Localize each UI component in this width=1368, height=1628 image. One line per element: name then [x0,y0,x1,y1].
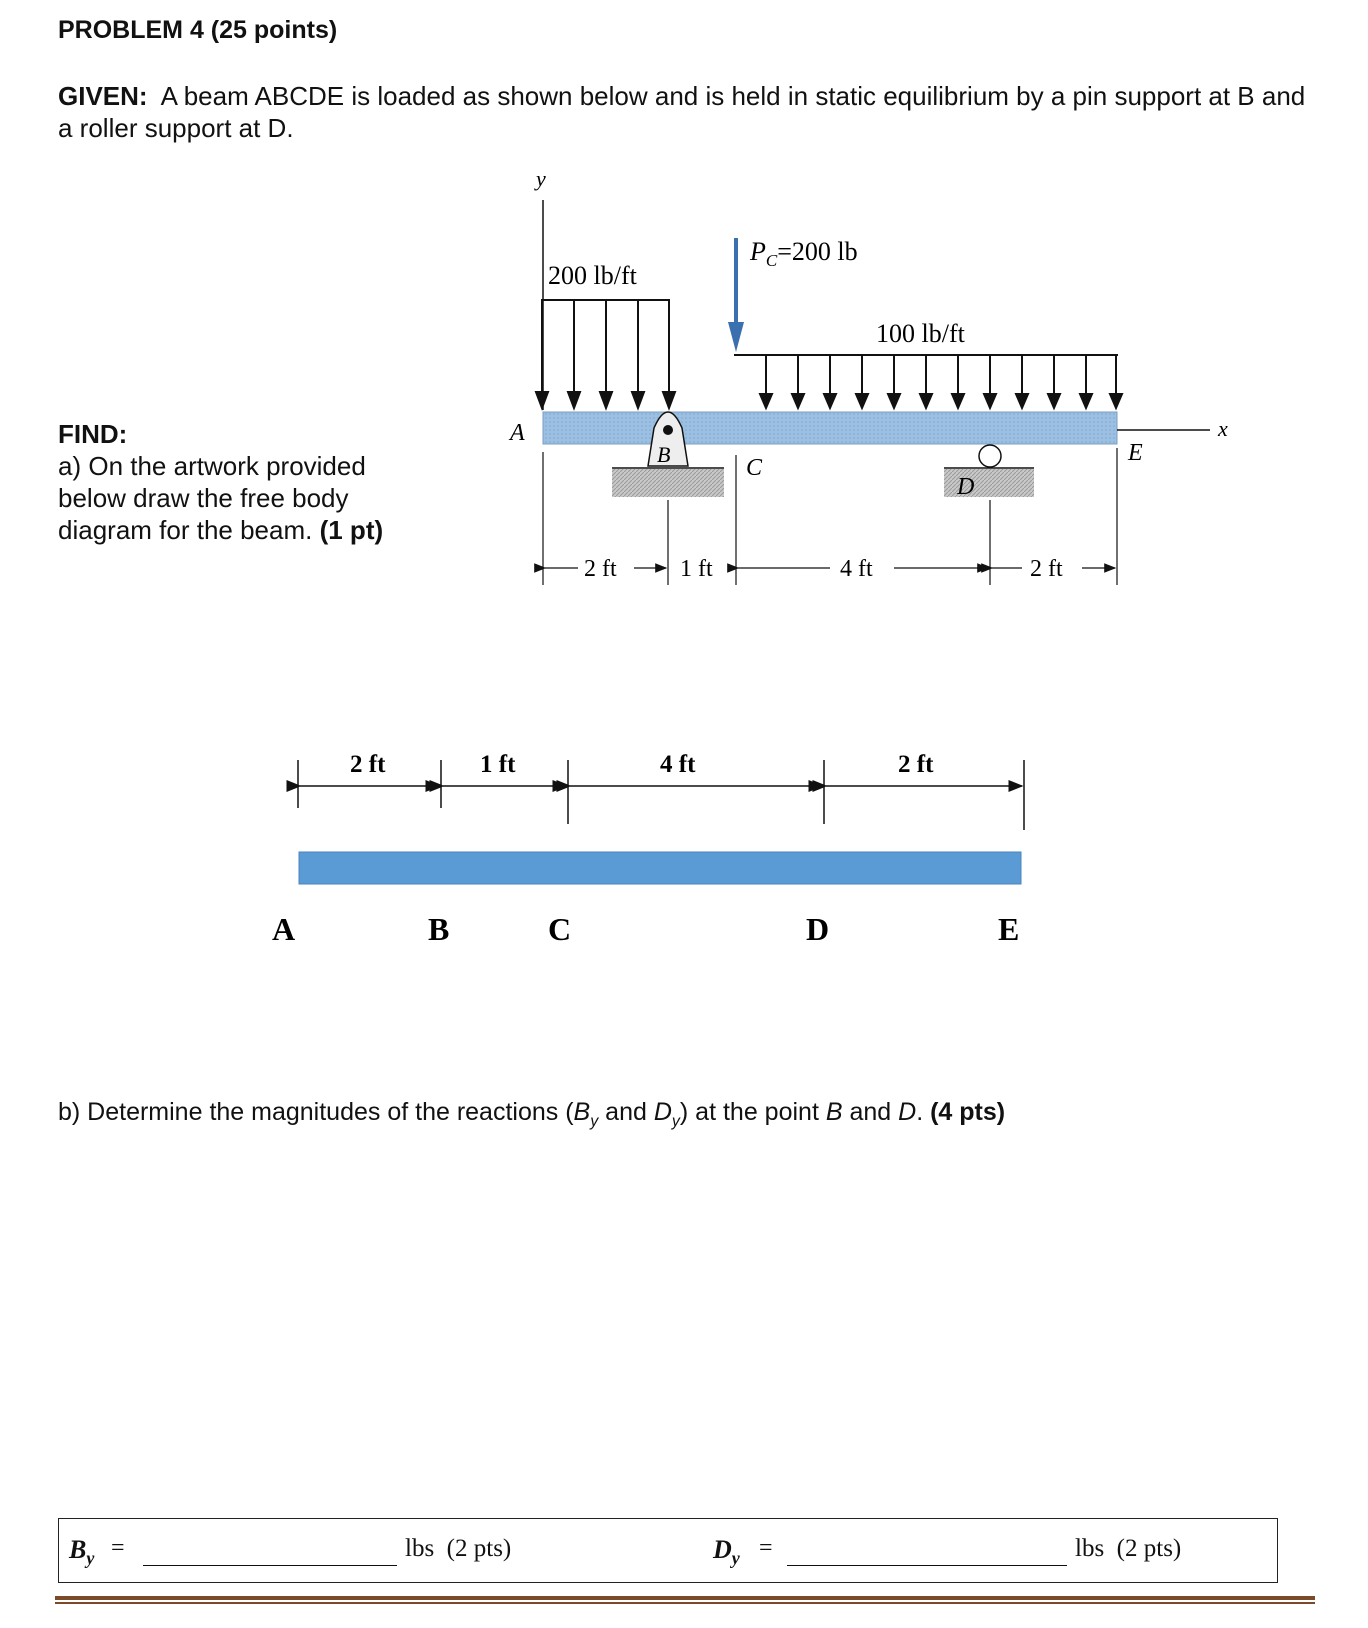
given-text: A beam ABCDE is loaded as shown below and is held in static equilibrium by a pin support at B and a roller support at D. [58,81,1306,143]
figure-point-e: E [1128,440,1143,466]
artwork-dim-ab: 2 ft [350,751,386,778]
point-load-arrowhead [728,322,744,352]
by-label-sub: y [86,1548,95,1569]
figure-dim-bc: 1 ft [680,556,713,582]
dy-units: lbs (2 pts) [1075,1535,1182,1562]
part-b-dy: D [653,1098,672,1126]
artwork-point-d: D [806,911,830,947]
point-load-sub: C [765,251,778,270]
point-load-value: =200 lb [777,237,858,266]
beam-loading-figure [0,0,1368,660]
part-b-and2: and [842,1098,899,1126]
find-part-a-points: (1 pt) [319,515,384,545]
figure-dim-de: 2 ft [1030,556,1063,582]
pin-support-ground [612,469,724,497]
figure-dim-cd: 4 ft [840,556,873,582]
x-axis-label: x [1218,416,1228,441]
find-part-a-text: a) On the artwork provided below draw the free body diagram for the beam. [58,451,366,545]
answer-box [58,1518,1278,1583]
dy-answer-label [713,1535,740,1569]
part-b-by-sub: y [590,1113,599,1130]
figure-point-d: D [957,474,975,500]
roller-support-d [979,445,1001,467]
fbd-artwork [0,740,1368,970]
figure-point-a: A [510,420,525,446]
part-b-points: (4 pts) [930,1098,1006,1126]
part-b-question [58,1098,1005,1131]
footer-rule-thick [55,1596,1315,1600]
dist-load-left-arrows [536,300,675,408]
dist-load-right-arrows [760,355,1122,408]
figure-point-c: C [746,455,763,481]
problem-title: PROBLEM 4 (25 points) [58,16,338,44]
artwork-dim-bc: 1 ft [480,751,516,778]
figure-point-b: B [657,442,671,467]
dy-label-sub: y [731,1548,740,1569]
part-b-point-d: D [898,1098,917,1126]
figure-beam [543,412,1117,444]
part-b-point-b: B [825,1098,843,1126]
point-load-label [749,237,858,270]
point-load-symbol: P [750,237,766,266]
artwork-point-a: A [272,911,296,947]
dist-load-left-label: 200 lb/ft [548,261,637,290]
find-label: FIND: [58,419,128,449]
part-b-by: B [573,1098,591,1126]
artwork-dim-de: 2 ft [898,751,934,778]
part-b-text-post: ) at the point [679,1098,826,1126]
part-b-dy-sub: y [671,1113,680,1130]
by-answer-blank[interactable] [143,1565,397,1566]
dy-equals: = [759,1535,773,1561]
part-b-and: and [598,1098,654,1126]
y-axis-label: y [536,166,546,191]
artwork-dim-cd: 4 ft [660,751,696,778]
given-label: GIVEN: [58,81,148,111]
pin-support-b-pin [663,425,673,435]
by-units: lbs (2 pts) [405,1535,512,1562]
by-answer-label [69,1535,94,1569]
dist-load-right-label: 100 lb/ft [876,319,965,348]
by-equals: = [111,1535,125,1561]
part-b-text-pre: b) Determine the magnitudes of the reactions ( [58,1098,574,1126]
figure-dim-ab: 2 ft [584,556,617,582]
artwork-point-c: C [548,911,572,947]
dy-label: D [713,1535,732,1564]
artwork-beam[interactable] [299,852,1021,884]
dy-answer-blank[interactable] [787,1565,1067,1566]
artwork-point-e: E [998,911,1020,947]
footer-rule-thin [55,1602,1315,1604]
by-label: B [69,1535,87,1564]
part-b-period: . [916,1098,931,1126]
artwork-point-b: B [428,911,450,947]
